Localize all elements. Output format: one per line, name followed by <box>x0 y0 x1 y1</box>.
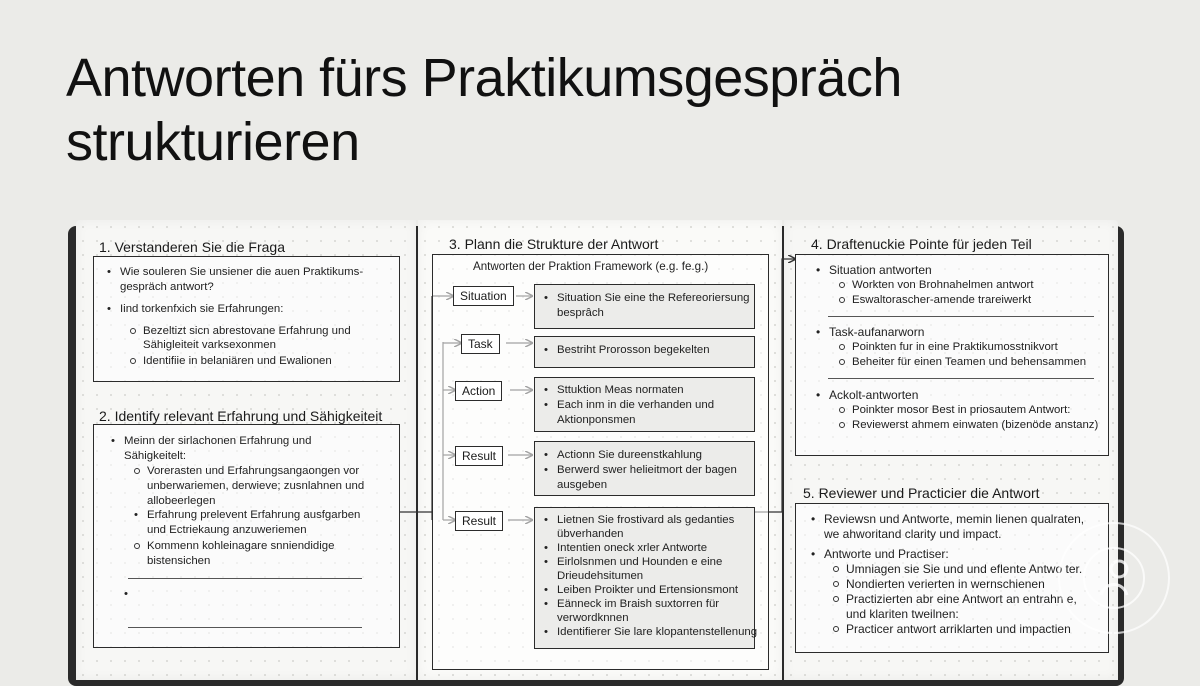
section-1-subitem: Bezeltizt sicn abrestovane Erfahrung und <box>143 325 351 337</box>
step-text: • Sttuktion Meas normaten <box>557 383 684 398</box>
step-text: • Eirlolsnmen und Hounden e eine <box>557 555 722 570</box>
step-text: • Bestriht Prorosson begekelten <box>557 343 710 358</box>
section-4-heading: 4. Draftenuckie Pointe für jeden Teil <box>811 236 1032 252</box>
title-line-1: Antworten fürs Praktikumsgespräch <box>66 48 902 108</box>
section-2-item: • Meinn der sirlachonen Erfahrung und <box>124 434 311 449</box>
blank-line <box>128 627 362 628</box>
step-text: Aktionponsmen <box>557 414 636 426</box>
section-5-subitem: Practizierten abr eine Antwort an entrahn e, <box>846 592 1077 606</box>
section-5-item: we ahworitand clarity und impact. <box>824 527 1002 541</box>
step-text: • Berwerd swer helieitmort der bagen <box>557 463 737 478</box>
step-text: • Each inm in die verhanden und <box>557 398 714 413</box>
step-text: • Situation Sie eine the Refereoriersung <box>557 291 750 306</box>
group-title: • Task-aufanarworn <box>829 325 924 340</box>
section-2-subitem: Vorerasten und Erfahrungsangaongen vor <box>147 465 360 477</box>
section-5-item: • Antworte und Practiser: <box>824 547 949 562</box>
framework-label: Antworten der Praktion Framework (e.g. fe.g.) <box>473 260 709 273</box>
group-point: Poinkten fur in eine Praktikumosstnikvort <box>852 341 1058 353</box>
step-label-result-2: Result <box>455 511 503 531</box>
group-point: Beheiter für einen Teamen und behensammen <box>852 356 1087 368</box>
step-label-result: Result <box>455 446 503 466</box>
section-2-item: Sähigkeitelt: <box>124 450 187 462</box>
step-text: • Identifierer Sie lare klopantenstellenung <box>557 625 757 640</box>
step-text: besprâch <box>557 307 604 319</box>
step-text: • Lietnen Sie frostivard als gedanties <box>557 513 734 528</box>
watermark-logo-icon <box>1058 522 1170 634</box>
logo-mark-icon <box>1079 543 1149 613</box>
group-title: • Ackolt-antworten <box>829 388 918 403</box>
step-text: • Eänneck im Braish suxtorren für <box>557 597 719 612</box>
section-2-subitem: Kommenn kohleinagare snniendidige <box>147 540 335 552</box>
group-point: Reviewerst ahmem einwaten (bizenöde anstanz) <box>852 419 1099 431</box>
step-label-task: Task <box>461 334 500 354</box>
section-5-heading: 5. Reviewer und Practicier die Antwort <box>803 485 1040 501</box>
section-5-subitem: Umniagen sie Sie und und eflente Antwo ter. <box>846 562 1083 576</box>
group-divider <box>828 316 1094 317</box>
section-2-subitem: • Erfahrung prelevent Erfahrung ausfgarben <box>147 508 360 523</box>
section-1-subitem: Identifiie in belaniären und Ewalionen <box>143 355 332 367</box>
section-5-subitem: Nondierten verierten in wernschienen <box>846 577 1045 591</box>
section-2-subitem: und Ectriekaung anzuweriemen <box>147 524 307 536</box>
empty-bullet: • <box>124 588 128 600</box>
section-2-subitem: unberwariemen, derwieve; zusnlahnen und <box>147 480 365 492</box>
group-point: Eswaltorascher-amende trareiwerkt <box>852 294 1032 306</box>
section-1-heading: 1. Verstanderen Sie die Fraga <box>99 239 286 255</box>
section-2-subitem: bistensichen <box>147 555 211 567</box>
group-title: • Situation antworten <box>829 263 932 278</box>
section-2-subitem: allobeerlegen <box>147 495 216 507</box>
group-point: Poinkter mosor Best in priosautem Antwort: <box>852 404 1071 416</box>
section-1-subitem: Sähigleiteit varksexonmen <box>143 339 276 351</box>
step-label-situation: Situation <box>453 286 514 306</box>
section-5-item: • Reviewsn und Antworte, memin lienen qualraten, <box>824 512 1084 527</box>
group-divider <box>828 378 1094 379</box>
title-line-2: strukturieren <box>66 112 360 172</box>
group-point: Workten von Brohnahelmen antwort <box>852 279 1034 291</box>
step-text: übverhanden <box>557 528 624 540</box>
step-text: • Intentien oneck xrler Antworte <box>557 541 707 556</box>
section-2-heading: 2. Identify relevant Erfahrung und Sähigkeiteit <box>99 408 383 424</box>
section-1-item: gespräch antwort? <box>120 281 214 293</box>
section-3-heading: 3. Plann die Strukture der Antwort <box>449 236 659 252</box>
step-text: Drieudehsitumen <box>557 570 644 582</box>
step-text: ausgeben <box>557 479 608 491</box>
step-text: • Actionn Sie dureenstkahlung <box>557 448 702 463</box>
step-text: • Leiben Proikter und Ertensionsmont <box>557 583 738 598</box>
blank-line <box>128 578 362 579</box>
section-1-item: • Wie souleren Sie unsiener die auen Praktikums- <box>120 265 363 280</box>
section-5-subitem: Practicer antwort arriklarten und impactien <box>846 622 1071 636</box>
step-label-action: Action <box>455 381 502 401</box>
section-1-item: • Iind torkenfxich sie Erfahrungen: <box>120 302 283 317</box>
section-5-subitem: und klariten tweilnen: <box>846 607 959 621</box>
step-text: verwordknnen <box>557 612 629 624</box>
